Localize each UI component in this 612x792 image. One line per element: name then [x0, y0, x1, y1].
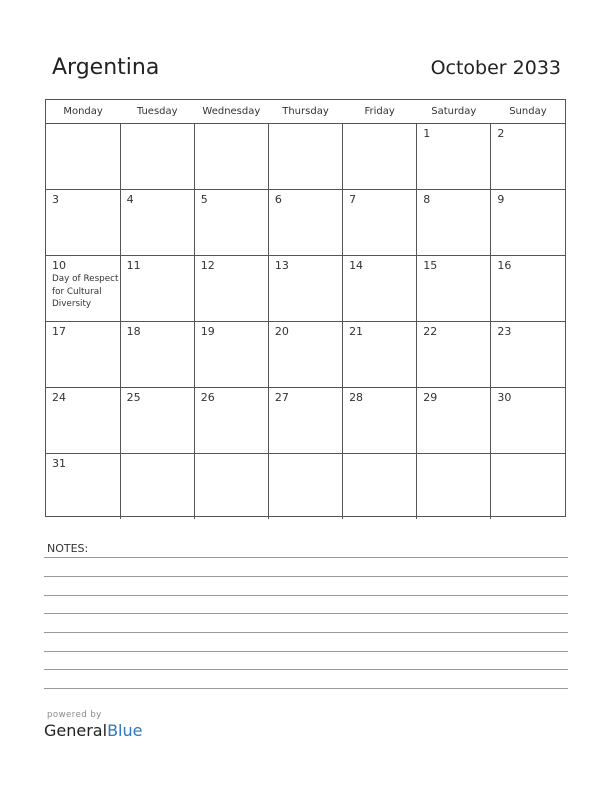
- day-cell[interactable]: [46, 124, 120, 190]
- day-number: 31: [52, 457, 66, 470]
- day-cell[interactable]: [268, 322, 342, 388]
- day-number: 29: [423, 391, 438, 404]
- day-number: 13: [274, 259, 289, 272]
- day-number: 19: [200, 325, 215, 338]
- day-number: 25: [126, 391, 141, 404]
- day-number: 5: [200, 193, 208, 206]
- day-cell[interactable]: [194, 388, 268, 454]
- note-line: [44, 651, 568, 652]
- brand-blue: Blue: [107, 721, 143, 740]
- day-number: 6: [274, 193, 282, 206]
- day-cell[interactable]: [491, 256, 565, 322]
- day-number: 22: [423, 325, 438, 338]
- weekday-thursday: Thursday: [268, 100, 342, 124]
- powered-by-text: powered by: [47, 710, 102, 720]
- day-number: 4: [126, 193, 134, 206]
- day-cell[interactable]: [120, 322, 194, 388]
- day-number: 26: [200, 391, 215, 404]
- holiday-label: Day of Respect for Cultural Diversity: [52, 274, 119, 309]
- week-row: [46, 322, 565, 388]
- day-cell[interactable]: [46, 190, 120, 256]
- day-cell[interactable]: [268, 388, 342, 454]
- day-cell[interactable]: [194, 190, 268, 256]
- weekday-wednesday: Wednesday: [194, 100, 268, 124]
- day-number: 9: [497, 193, 505, 206]
- notes-label: NOTES:: [47, 542, 89, 555]
- day-cell[interactable]: [491, 124, 565, 190]
- week-row: [46, 190, 565, 256]
- note-line: [44, 613, 568, 614]
- day-number: 1: [423, 127, 431, 140]
- day-cell[interactable]: [194, 322, 268, 388]
- day-number: 21: [349, 325, 364, 338]
- day-cell[interactable]: [491, 190, 565, 256]
- day-cell[interactable]: [46, 256, 120, 322]
- day-cell[interactable]: [417, 124, 491, 190]
- week-row: [46, 124, 565, 190]
- day-number: 17: [52, 325, 66, 338]
- day-number: 12: [200, 259, 215, 272]
- note-line: [44, 557, 568, 558]
- day-cell[interactable]: [194, 454, 268, 520]
- day-number: 3: [52, 193, 59, 206]
- brand-logo[interactable]: [44, 721, 142, 740]
- day-cell[interactable]: [491, 388, 565, 454]
- day-cell[interactable]: [343, 454, 417, 520]
- day-cell[interactable]: [417, 256, 491, 322]
- weekday-sunday: Sunday: [491, 100, 565, 124]
- week-row: [46, 256, 565, 322]
- day-cell[interactable]: [120, 124, 194, 190]
- note-line: [44, 576, 568, 577]
- day-number: 2: [497, 127, 505, 140]
- day-cell[interactable]: [343, 124, 417, 190]
- day-number: 28: [349, 391, 364, 404]
- day-cell[interactable]: [491, 322, 565, 388]
- day-number: 23: [497, 325, 512, 338]
- week-row: [46, 388, 565, 454]
- day-cell[interactable]: [120, 190, 194, 256]
- day-cell[interactable]: [417, 322, 491, 388]
- day-cell[interactable]: [417, 190, 491, 256]
- month-year-title: October 2033: [430, 57, 561, 79]
- day-cell[interactable]: [268, 454, 342, 520]
- day-cell[interactable]: [343, 256, 417, 322]
- day-cell[interactable]: [343, 190, 417, 256]
- weekday-saturday: Saturday: [417, 100, 491, 124]
- day-number: 24: [52, 391, 66, 404]
- week-row: [46, 454, 565, 520]
- day-cell[interactable]: [46, 454, 120, 520]
- country-title: Argentina: [52, 55, 160, 80]
- day-cell[interactable]: [343, 322, 417, 388]
- day-number: 11: [126, 259, 141, 272]
- calendar-grid: [45, 99, 566, 517]
- note-line: [44, 688, 568, 689]
- day-cell[interactable]: [268, 190, 342, 256]
- day-number: 16: [497, 259, 512, 272]
- day-cell[interactable]: [120, 454, 194, 520]
- weekday-friday: Friday: [343, 100, 417, 124]
- note-line: [44, 669, 568, 670]
- note-line: [44, 595, 568, 596]
- note-line: [44, 632, 568, 633]
- day-number: 8: [423, 193, 431, 206]
- day-cell[interactable]: [120, 388, 194, 454]
- day-cell[interactable]: [417, 388, 491, 454]
- day-number: 10: [52, 259, 66, 272]
- weekday-tuesday: Tuesday: [120, 100, 194, 124]
- brand-general: General: [44, 721, 108, 740]
- day-cell[interactable]: [268, 124, 342, 190]
- weekday-monday: Monday: [46, 100, 120, 124]
- day-number: 20: [274, 325, 289, 338]
- day-number: 27: [274, 391, 289, 404]
- day-cell[interactable]: [194, 124, 268, 190]
- day-cell[interactable]: [491, 454, 565, 520]
- day-number: 14: [349, 259, 364, 272]
- day-cell[interactable]: [120, 256, 194, 322]
- day-number: 15: [423, 259, 438, 272]
- day-cell[interactable]: [194, 256, 268, 322]
- day-cell[interactable]: [343, 388, 417, 454]
- day-number: 30: [497, 391, 512, 404]
- weekday-header-row: [46, 100, 565, 124]
- day-cell[interactable]: [46, 322, 120, 388]
- day-cell[interactable]: [268, 256, 342, 322]
- day-cell[interactable]: [46, 388, 120, 454]
- day-number: 18: [126, 325, 141, 338]
- day-number: 7: [349, 193, 357, 206]
- day-cell[interactable]: [417, 454, 491, 520]
